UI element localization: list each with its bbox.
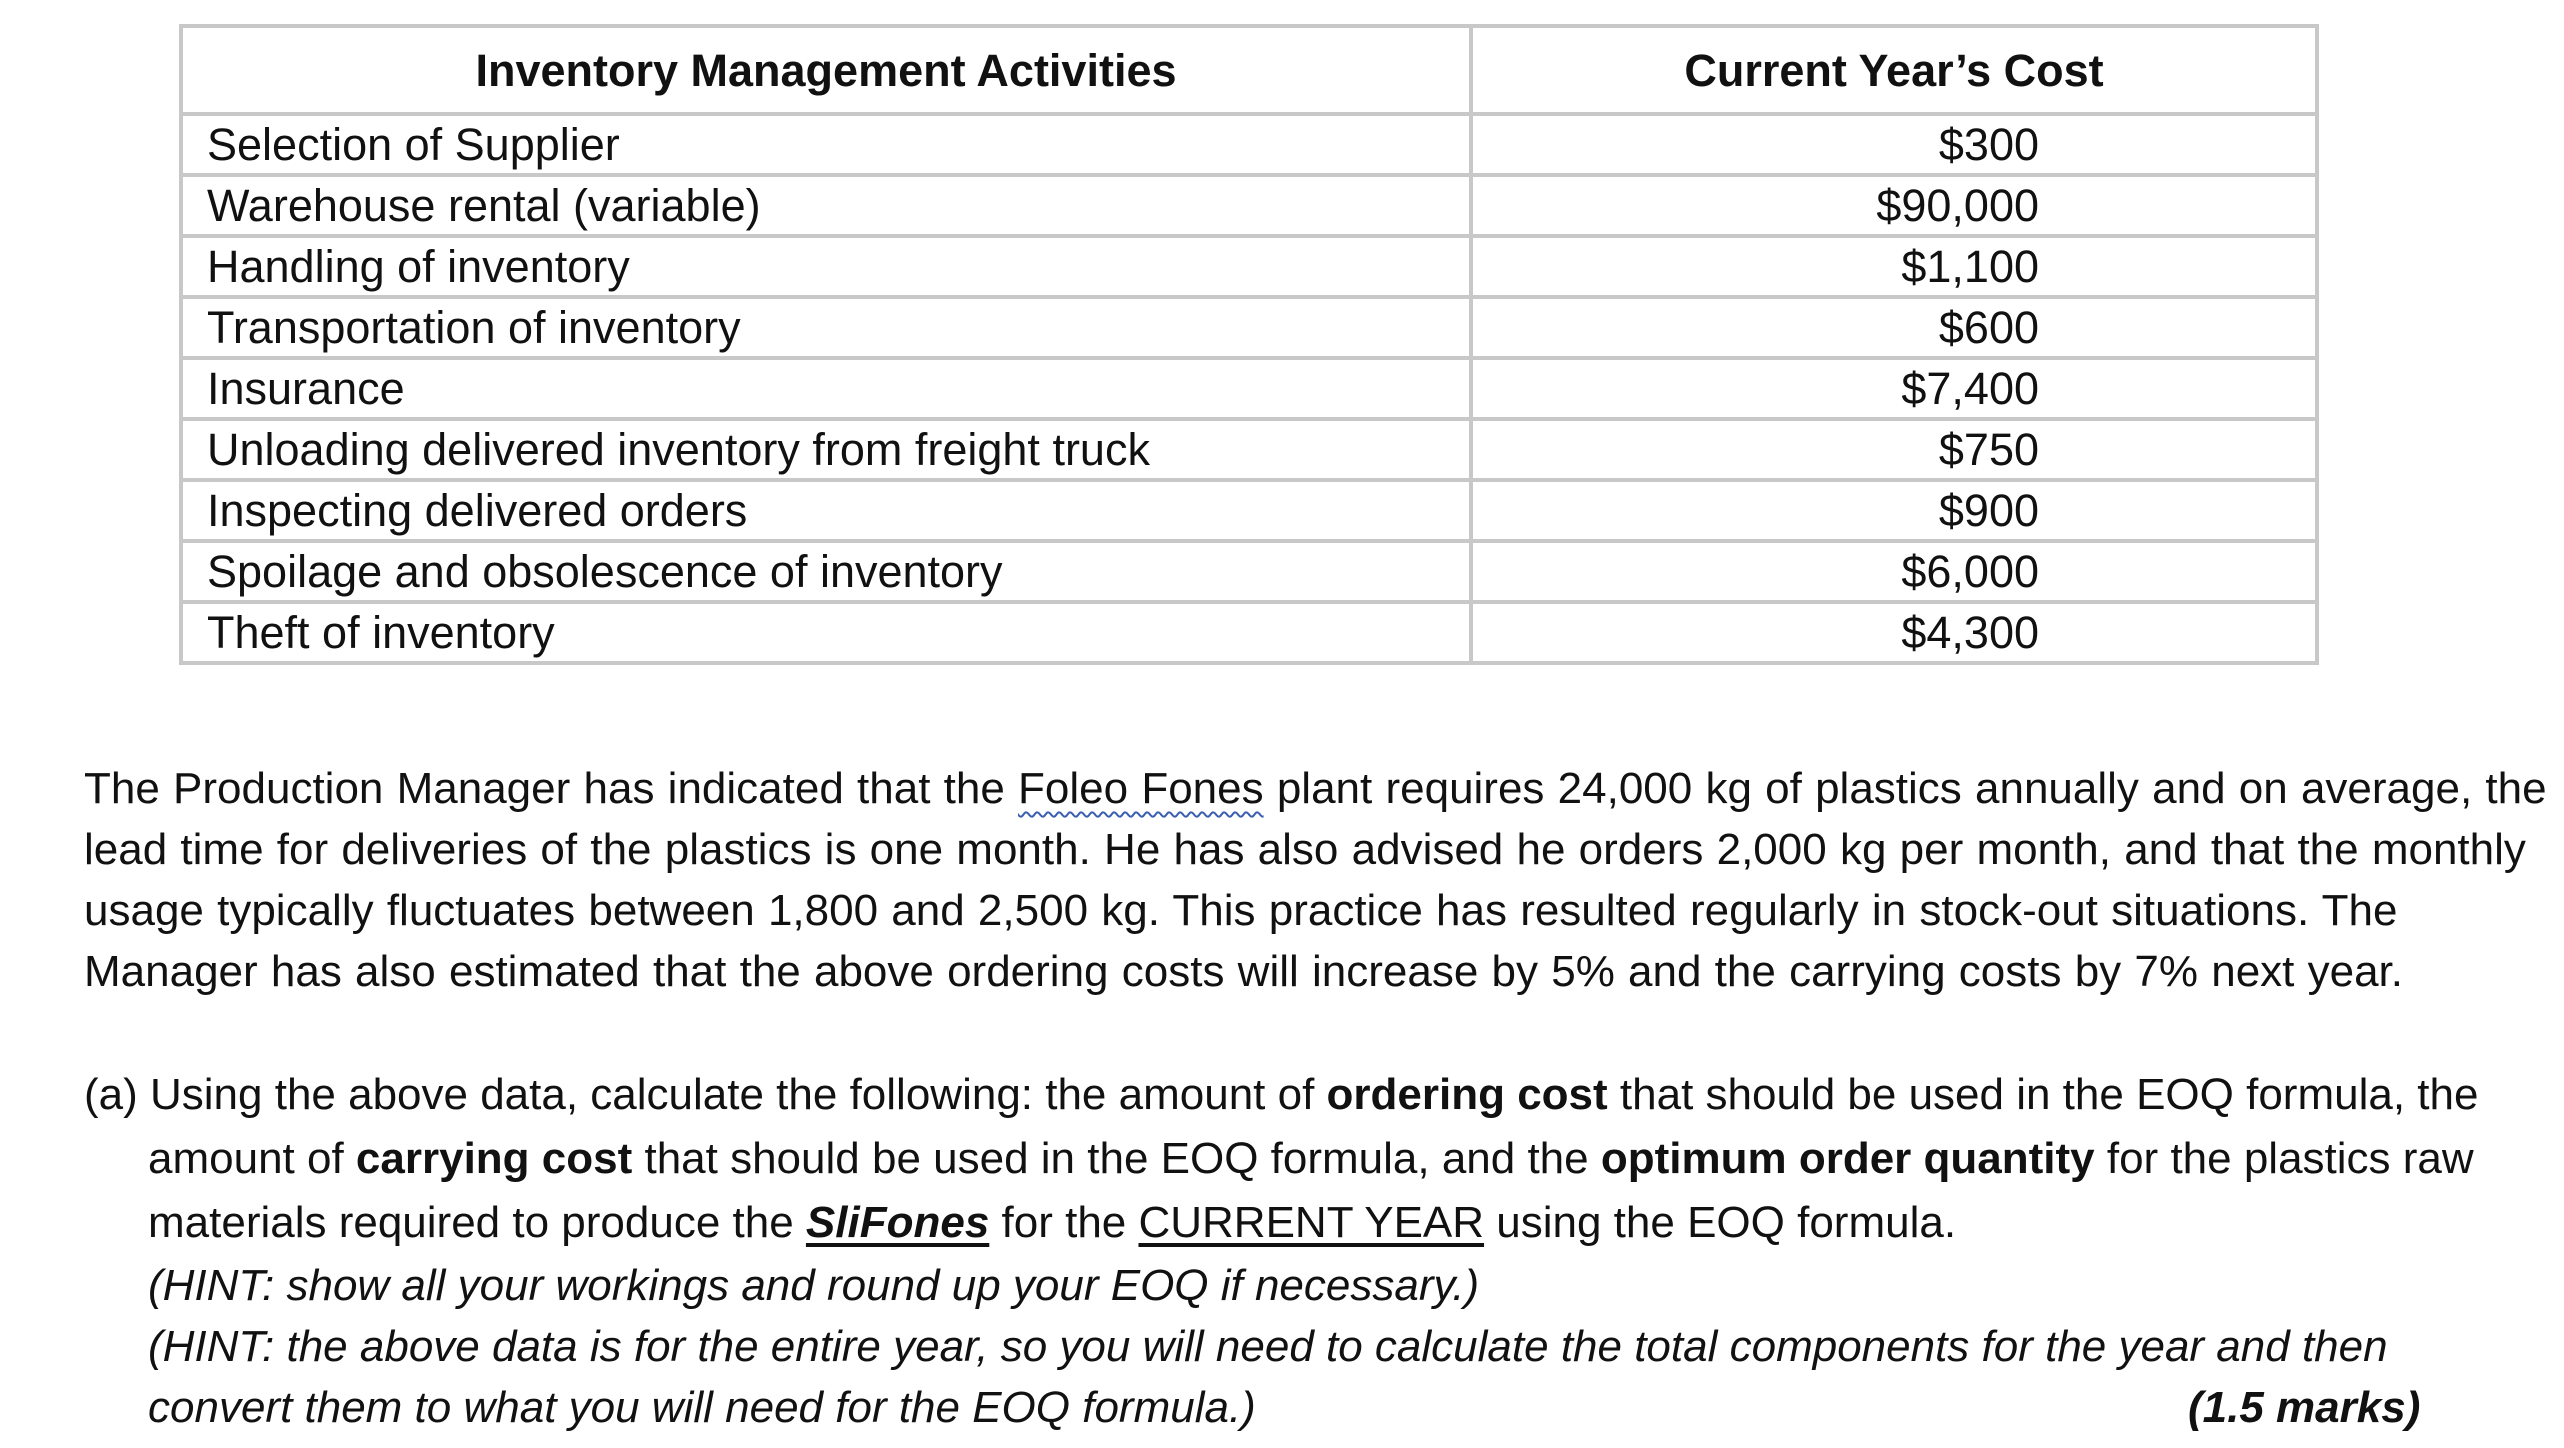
- activity-cell: Theft of inventory: [181, 602, 1471, 663]
- table-row: [181, 175, 2317, 236]
- scenario-paragraph: [84, 758, 2564, 1002]
- header-activities: Inventory Management Activities: [181, 26, 1471, 114]
- activity-cell: Unloading delivered inventory from freight truck: [181, 419, 1471, 480]
- question-line: [84, 1063, 2564, 1127]
- paragraph-line: usage typically fluctuates between 1,800 and 2,500 kg. This practice has resulted regularly in stock-out situations. The: [84, 886, 2398, 935]
- text-run: (a) Using the above data, calculate the following: the amount of: [84, 1070, 1327, 1119]
- bold-term: carrying cost: [355, 1134, 633, 1183]
- cost-cell: $900: [1471, 480, 2317, 541]
- paragraph-line: Manager has also estimated that the above ordering costs will increase by 5% and the carrying costs by 7% next year.: [84, 947, 2403, 996]
- bold-term: optimum order quantity: [1600, 1134, 2095, 1183]
- header-cost: Current Year’s Cost: [1471, 26, 2317, 114]
- bold-term: ordering cost: [1326, 1070, 1608, 1119]
- cost-cell: $300: [1471, 114, 2317, 175]
- company-name: Foleo Fones: [1018, 764, 1264, 813]
- activity-cell: Warehouse rental (variable): [181, 175, 1471, 236]
- table-row: [181, 541, 2317, 602]
- hint-line: (HINT: show all your workings and round up your EOQ if necessary.): [148, 1261, 1480, 1310]
- table-row: [181, 297, 2317, 358]
- text-run: The Production Manager has indicated that the: [84, 764, 1019, 813]
- activity-cell: Transportation of inventory: [181, 297, 1471, 358]
- text-run: for the: [989, 1198, 1139, 1247]
- text-run: using the EOQ formula.: [1484, 1198, 1957, 1247]
- cost-cell: $7,400: [1471, 358, 2317, 419]
- product-name: SliFones: [805, 1198, 990, 1247]
- activity-cell: Selection of Supplier: [181, 114, 1471, 175]
- table-row: [181, 358, 2317, 419]
- table-row: [181, 114, 2317, 175]
- cost-cell: $600: [1471, 297, 2317, 358]
- activity-cell: Spoilage and obsolescence of inventory: [181, 541, 1471, 602]
- text-run: that should be used in the EOQ formula, and the: [632, 1134, 1601, 1183]
- hint-line: (HINT: the above data is for the entire year, so you will need to calculate the total components for the year and then: [148, 1322, 2388, 1371]
- hint-text: convert them to what you will need for the EOQ formula.): [148, 1383, 1256, 1432]
- underlined-term: CURRENT YEAR: [1138, 1198, 1485, 1247]
- table-row: [181, 602, 2317, 663]
- hint-line-with-marks: [84, 1377, 2564, 1438]
- cost-cell: $4,300: [1471, 602, 2317, 663]
- text-run: materials required to produce the: [148, 1198, 806, 1247]
- activity-cell: Handling of inventory: [181, 236, 1471, 297]
- question-a: [84, 1063, 2564, 1438]
- cost-cell: $750: [1471, 419, 2317, 480]
- question-line: [84, 1127, 2564, 1191]
- table-row: [181, 236, 2317, 297]
- text-run: amount of: [148, 1134, 356, 1183]
- activity-cell: Insurance: [181, 358, 1471, 419]
- activity-cell: Inspecting delivered orders: [181, 480, 1471, 541]
- table-row: [181, 419, 2317, 480]
- cost-cell: $1,100: [1471, 236, 2317, 297]
- paragraph-line: lead time for deliveries of the plastics is one month. He has also advised he orders 2,000 kg per month, and that the monthly: [84, 825, 2526, 874]
- text-run: plant requires 24,000 kg of plastics annually and on average, the: [1263, 764, 2547, 813]
- table-header-row: [181, 26, 2317, 114]
- text-run: that should be used in the EOQ formula, the: [1607, 1070, 2479, 1119]
- table-row: [181, 480, 2317, 541]
- text-run: for the plastics raw: [2094, 1134, 2474, 1183]
- question-line: [84, 1191, 2564, 1255]
- inventory-cost-table: [179, 24, 2319, 665]
- cost-cell: $90,000: [1471, 175, 2317, 236]
- marks-label: (1.5 marks): [2188, 1383, 2421, 1432]
- cost-cell: $6,000: [1471, 541, 2317, 602]
- paragraph-line: [84, 758, 2564, 819]
